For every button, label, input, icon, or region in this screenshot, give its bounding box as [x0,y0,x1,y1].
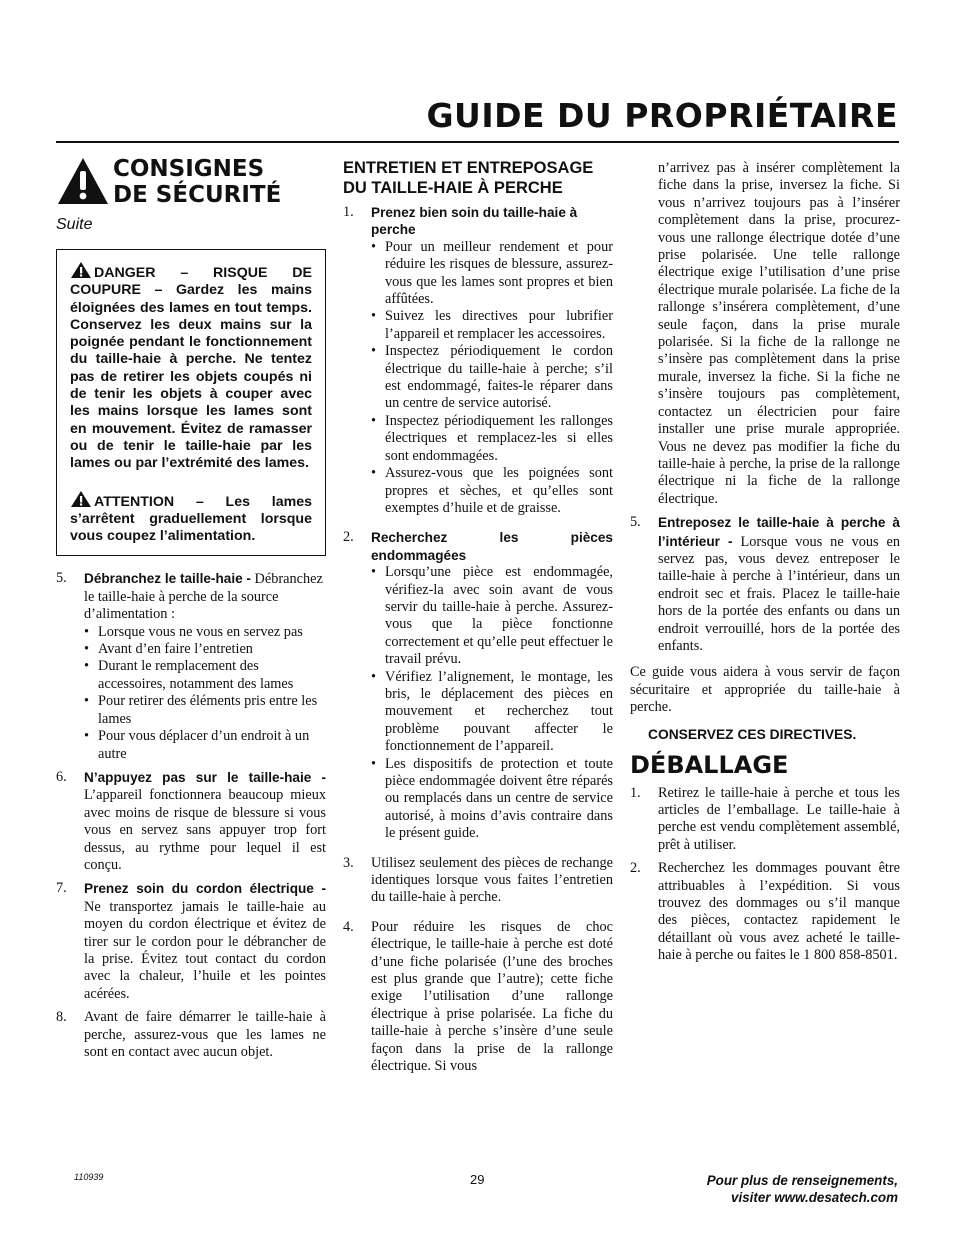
item-number: 5. [630,514,641,531]
footer-info [707,1172,898,1206]
bullet-item: • Inspectez périodiquement les rallonges électriques et remplacez-les si elles sont endommagées. [371,413,613,465]
bullet-item: • Lorsque vous ne vous en servez pas [84,624,326,641]
list-item [56,769,326,874]
page-number: 29 [470,1172,485,1187]
item-text: Ne transportez jamais le taille-haie au moyen du cordon électrique et évitez de tirer sur le cordon pour le débrancher de la prise. Évitez tout contact du cordon avec la chaleur, l’huile et les pointes acérées. [84,898,326,1002]
conserve-directives: CONSERVEZ CES DIRECTIVES. [648,726,857,742]
list-item [343,855,613,907]
maintenance-heading: ENTRETIEN ET ENTREPOSAGE DU TAILLE-HAIE À PERCHE [343,159,594,197]
bullet-item: • Vérifiez l’alignement, le montage, les bris, le déplacement des pièces en mouvement et recherchez tout problème pouvant affecter le fonctionnement de l’appareil. [371,669,613,756]
list-item [630,785,900,855]
bullet-list [371,239,613,518]
item-number: 6. [56,768,67,785]
item-number: 7. [56,880,67,897]
safety-title-line1: CONSIGNES [113,156,265,182]
attention-paragraph [70,490,312,546]
list-item [630,860,900,964]
item-lead: N’appuyez pas sur le taille-haie - [84,769,326,785]
item-text: Pour réduire les risques de choc électrique, le taille-haie à perche est doté d’une fiche polarisée (l’une des broches est plus grande que l’autre); cette fiche exige l’utilisation d’une rallonge électrique à prise polarisée. La fiche du taille-haie à perche s’insère d’une seule façon dans la prise de la rallonge électrique. Si vous [371,918,613,1075]
item-text: Utilisez seulement des pièces de rechange identiques lorsque vous faites l’entretien du taille-haie à perche. [371,854,613,906]
item-lead: Débranchez le taille-haie - [84,571,251,587]
guide-paragraph: Ce guide vous aidera à vous servir de façon sécuritaire et appropriée du taille-haie à perche. [630,664,900,716]
item-lead: Prenez soin du cordon électrique - [84,881,326,897]
unpacking-list [630,785,900,965]
item-text: Recherchez les dommages pouvant être attribuables à l’expédition. Si vous trouvez des dommages ou s’il manque des pièces, contactez rapidement le détaillant où vous avez acheté le taille-haie à perche ou faites le 1 800 858-8501. [658,860,900,964]
item-number: 8. [56,1009,67,1026]
warning-triangle-icon [70,261,92,279]
list-item [56,1009,326,1061]
page-title: GUIDE DU PROPRIÉTAIRE [426,96,898,135]
item-number: 1. [630,784,641,801]
title-divider [56,141,899,143]
continued-label: Suite [56,216,93,233]
item-text: L’appareil fonctionnera beaucoup mieux avec moins de risque de blessure si vous vous en servez sans appuyer trop fort dessus, au rythme pour lequel il est conçu. [84,787,326,873]
bullet-item: • Avant d’en faire l’entretien [84,641,326,658]
item-text: Débranchez le taille-haie à perche de la source d’alimentation : [84,571,323,623]
attention-text: ATTENTION – Les lames s’arrêtent graduellement lorsque vous coupez l’alimentation. [70,493,312,545]
list-item [630,514,900,655]
item-lead: Entreposez le taille-haie à perche à l’intérieur - [658,515,900,549]
item-lead: Recherchez les pièces endommagées [371,530,613,563]
bullet-item: • Pour vous déplacer d’un endroit à un autre [84,728,326,763]
item-number: 5. [56,570,67,587]
list-item [56,880,326,1003]
item-text: Avant de faire démarrer le taille-haie à perche, assurez-vous que les lames ne sont en contact avec aucun objet. [84,1009,326,1061]
bullet-item: • Pour un meilleur rendement et pour réduire les risques de blessure, assurez-vous que les lames sont propres et bien affûtées. [371,239,613,309]
bullet-list [84,624,326,763]
item-number: 2. [343,529,354,546]
bullet-item: • Suivez les directives pour lubrifier l’appareil et remplacer les accessoires. [371,308,613,343]
safety-header [56,156,326,208]
item-number: 3. [343,854,354,871]
bullet-list [371,564,613,843]
continuation-column [630,160,900,965]
bullet-item: • Lorsqu’une pièce est endommagée, vérifiez-la avec soin avant de vous servir du taille-haie à perche. Assurez-vous que la pièce fonctionne correctement et qu’elle peut effectuer le travail prévu. [371,564,613,668]
safety-title-line2: DE SÉCURITÉ [113,182,282,208]
danger-paragraph [70,261,312,473]
item-number: 1. [343,204,354,220]
bullet-item: • Pour retirer des éléments pris entre les lames [84,693,326,728]
safety-title [113,156,281,208]
danger-warning-box [56,249,326,556]
list-item [343,919,613,1076]
danger-text: DANGER – RISQUE DE COUPURE – Gardez les mains éloignées des lames en tout temps. Conservez les deux mains sur la poignée pendant le fonctionnement du taille-haie à perche. Ne tentez pas de retirer les objets coupés ni de tenir les objets à couper avec les mains lorsque les lames sont en mouvement. Évitez de ramasser ou de tenir le taille-haie par les lames ou par l’extrémité des lames. [70,265,312,472]
warning-triangle-icon [56,156,110,206]
bullet-item: • Les dispositifs de protection et toute pièce endommagée doivent être réparés ou remplacés dans un centre de service autorisé, à moins d’avis contraire dans le présent guide. [371,756,613,843]
unpacking-title: DÉBALLAGE [630,750,789,779]
list-item [343,204,613,517]
safety-list [56,570,326,1061]
footer-line2: visiter www.desatech.com [731,1190,898,1205]
warning-triangle-icon [70,490,92,508]
item-lead: Prenez bien soin du taille-haie à perche [371,205,578,238]
maintenance-list-cont [630,514,900,655]
footer-line1: Pour plus de renseignements, [706,1173,898,1188]
item4-continuation: n’arrivez pas à insérer complètement la fiche dans la prise, inversez la fiche. Si vous n’arrivez toujours pas à l’insérer complètement dans la prise, procurez-vous une rallonge électrique dotée d’une prise polarisée. Une telle rallonge électrique exige l’utilisation d’une prise électrique murale polarisée. La fiche de la rallonge s’insérera complètement, d’une seule façon, dans la prise murale polarisée. Si la fiche de la rallonge ne s’insère pas complètement dans la prise murale, inversez la fiche. Si la fiche ne s’insère toujours pas complètement, contactez un électricien pour faire installer une prise murale appropriée. Vous ne devez pas modifier la fiche du taille-haie à perche, la prise de la rallonge électrique ni la fiche de la rallonge électrique. [658,160,900,507]
bullet-item: • Durant le remplacement des accessoires, notamment des lames [84,658,326,693]
bullet-item: • Assurez-vous que les poignées sont propres et sèches, et qu’elles sont exemptes d’huile et de graisse. [371,465,613,517]
document-code: 110939 [74,1172,104,1182]
list-item [343,529,613,842]
maintenance-list [343,204,613,1076]
item-text: Retirez le taille-haie à perche et tous les articles de l’emballage. Le taille-haie à perche est vendu complètement assemblé, prêt à utiliser. [658,784,900,853]
item-number: 2. [630,860,641,877]
item-number: 4. [343,918,354,935]
bullet-item: • Inspectez périodiquement le cordon électrique du taille-haie à perche; s’il est endommagé, faites-le réparer dans un centre de service autorisé. [371,343,613,413]
list-item [56,570,326,762]
safety-column [56,152,326,1061]
maintenance-column [343,152,613,1076]
item-text: Lorsque vous ne vous en servez pas, vous devez entreposer le taille-haie à perche à l’intérieur, dans un endroit sec et frais. Placez le taille-haie hors de la portée des enfants ou dans un endroit verrouillé, hors de la portée des enfants. [658,533,900,654]
